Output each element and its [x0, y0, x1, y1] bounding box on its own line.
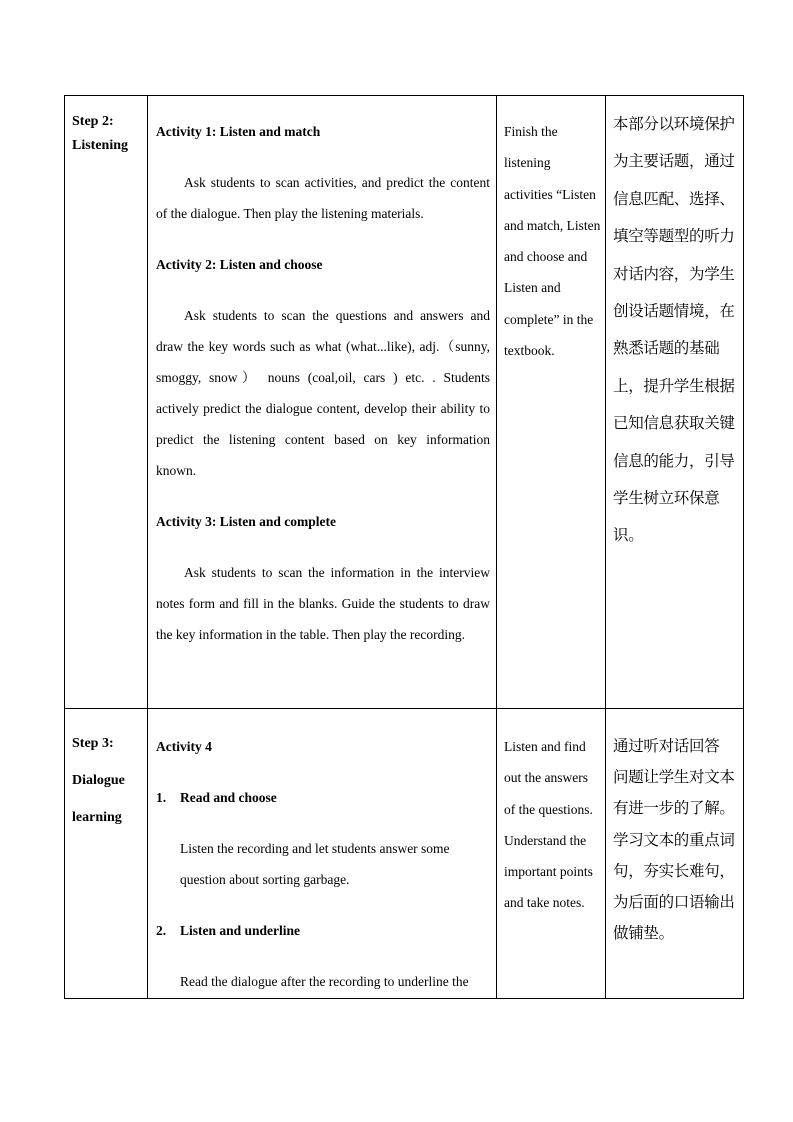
student-activity-text: Listen and find out the answers of the questions. Understand the important points and take notes.	[504, 739, 593, 911]
item-title: Listen and underline	[180, 923, 301, 938]
design-purpose-text: 本部分以环境保护为主要话题，通过信息匹配、选择、填空等题型的听力对话内容，为学生创设话题情境，在熟悉话题的基础上，提升学生根据已知信息获取关键信息的能力，引导学生树立环保意识。	[613, 115, 735, 545]
student-activity-cell	[497, 96, 606, 709]
design-purpose-cell	[606, 709, 744, 999]
teacher-activity-cell	[148, 96, 497, 709]
activity-description: Ask students to scan the questions and answers and draw the key words such as what (what...like), adj.（sunny, smoggy, snow） nouns (coal,oil, cars ) etc. . Students actively predict the dialogue content, develop their ability to predict the listening content based on key information known.	[156, 308, 490, 478]
activity-description: Ask students to scan the information in the interview notes form and fill in the blanks. Guide the students to draw the key information in the table. Then play the recording.	[156, 565, 490, 642]
numbered-item-title	[156, 915, 490, 946]
step-name-cont: learning	[72, 810, 122, 825]
item-description: Read the dialogue after the recording to underline the	[180, 974, 469, 989]
table-row-step-3	[65, 709, 744, 999]
teacher-activity-cell	[148, 709, 497, 999]
step-cell	[65, 709, 148, 999]
numbered-item-title	[156, 782, 490, 813]
step-cell	[65, 96, 148, 709]
activity-title: Activity 2: Listen and choose	[156, 257, 323, 272]
step-label: Step 3:	[72, 736, 114, 751]
item-number: 2.	[156, 923, 167, 938]
lesson-plan-table	[64, 95, 744, 999]
step-name: Dialogue	[72, 773, 125, 788]
activity-title: Activity 1: Listen and match	[156, 124, 321, 139]
student-activity-cell	[497, 709, 606, 999]
activity-title: Activity 3: Listen and complete	[156, 514, 336, 529]
item-number: 1.	[156, 790, 167, 805]
step-name: Listening	[72, 138, 129, 153]
step-label: Step 2:	[72, 114, 114, 129]
table-row-step-2	[65, 96, 744, 709]
design-purpose-text: 通过听对话回答 问题让学生对文本有进一步的了解。学习文本的重点词句，夯实长难句，为后面的口语输出做铺垫。	[613, 737, 735, 943]
item-description: Listen the recording and let students answer some question about sorting garbage.	[180, 841, 450, 887]
activity-description: Ask students to scan activities, and predict the content of the dialogue. Then play the listening materials.	[156, 175, 490, 221]
item-title: Read and choose	[180, 790, 277, 805]
activity-title: Activity 4	[156, 739, 212, 754]
student-activity-text: Finish the listening activities “Listen and match, Listen and choose and Listen and complete” in the textbook.	[504, 124, 601, 359]
design-purpose-cell	[606, 96, 744, 709]
